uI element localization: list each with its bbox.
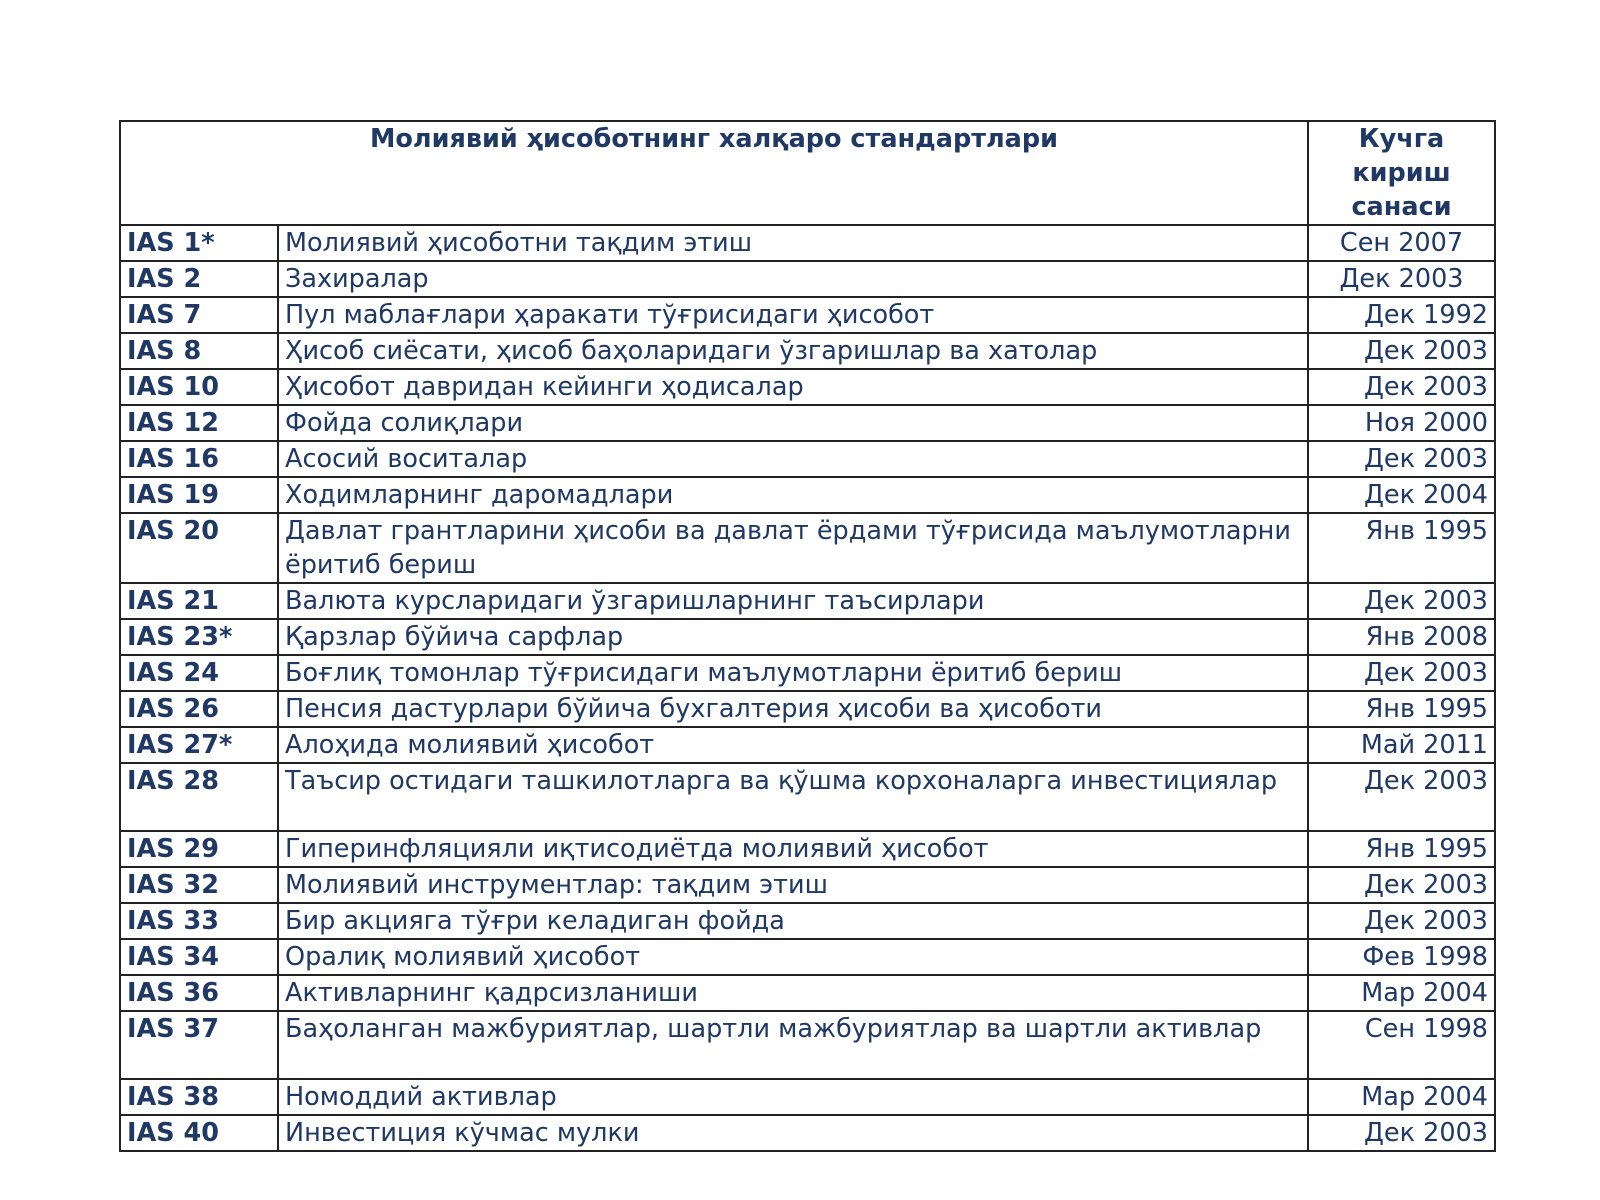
standard-name: Ҳисоб сиёсати, ҳисоб баҳоларидаги ўзгаришлар ва хатолар xyxy=(278,333,1308,369)
standard-code: IAS 33 xyxy=(120,903,278,939)
standard-name: Таъсир остидаги ташкилотларга ва қўшма корхоналарга инвестициялар xyxy=(278,763,1308,831)
table-row xyxy=(120,333,1495,369)
table-row xyxy=(120,225,1495,261)
effective-date: Мар 2004 xyxy=(1308,1079,1495,1115)
table-row xyxy=(120,691,1495,727)
effective-date: Янв 2008 xyxy=(1308,619,1495,655)
standard-name: Боғлиқ томонлар тўғрисидаги маълумотларни ёритиб бериш xyxy=(278,655,1308,691)
standard-code: IAS 1* xyxy=(120,225,278,261)
table-row xyxy=(120,369,1495,405)
standard-code: IAS 24 xyxy=(120,655,278,691)
standard-code: IAS 28 xyxy=(120,763,278,831)
standard-code: IAS 23* xyxy=(120,619,278,655)
effective-date: Дек 2004 xyxy=(1308,477,1495,513)
standard-name: Инвестиция кўчмас мулки xyxy=(278,1115,1308,1151)
standard-name: Ходимларнинг даромадлари xyxy=(278,477,1308,513)
standard-code: IAS 10 xyxy=(120,369,278,405)
table-row xyxy=(120,831,1495,867)
ias-standards-table xyxy=(119,120,1496,1152)
standard-name: Активларнинг қадрсизланиши xyxy=(278,975,1308,1011)
standard-code: IAS 20 xyxy=(120,513,278,583)
effective-date: Дек 2003 xyxy=(1308,441,1495,477)
standard-name: Алоҳида молиявий ҳисобот xyxy=(278,727,1308,763)
effective-date: Май 2011 xyxy=(1308,727,1495,763)
table-row xyxy=(120,261,1495,297)
standard-code: IAS 32 xyxy=(120,867,278,903)
standard-name: Ҳисобот давридан кейинги ҳодисалар xyxy=(278,369,1308,405)
table-row xyxy=(120,727,1495,763)
effective-date: Янв 1995 xyxy=(1308,831,1495,867)
standard-code: IAS 2 xyxy=(120,261,278,297)
effective-date: Мар 2004 xyxy=(1308,975,1495,1011)
standard-name: Бир акцияга тўғри келадиган фойда xyxy=(278,903,1308,939)
table-row xyxy=(120,1115,1495,1151)
effective-date: Фев 1998 xyxy=(1308,939,1495,975)
table-row xyxy=(120,763,1495,831)
table-row xyxy=(120,583,1495,619)
table-row xyxy=(120,477,1495,513)
effective-date: Сен 1998 xyxy=(1308,1011,1495,1079)
table-row xyxy=(120,441,1495,477)
standard-name: Фойда солиқлари xyxy=(278,405,1308,441)
standard-name: Молиявий инструментлар: тақдим этиш xyxy=(278,867,1308,903)
table-row xyxy=(120,513,1495,583)
standard-name: Пул маблағлари ҳаракати тўғрисидаги ҳисобот xyxy=(278,297,1308,333)
table-row xyxy=(120,903,1495,939)
standard-name: Пенсия дастурлари бўйича бухгалтерия ҳисоби ва ҳисоботи xyxy=(278,691,1308,727)
effective-date-header: Кучга кириш санаси xyxy=(1308,121,1495,225)
effective-date: Янв 1995 xyxy=(1308,691,1495,727)
standard-name: Захиралар xyxy=(278,261,1308,297)
effective-date: Дек 2003 xyxy=(1308,333,1495,369)
table-body xyxy=(120,225,1495,1151)
standard-code: IAS 29 xyxy=(120,831,278,867)
effective-date: Дек 1992 xyxy=(1308,297,1495,333)
table-row xyxy=(120,405,1495,441)
standard-name: Оралиқ молиявий ҳисобот xyxy=(278,939,1308,975)
standard-code: IAS 27* xyxy=(120,727,278,763)
table-row xyxy=(120,297,1495,333)
standard-name: Молиявий ҳисоботни тақдим этиш xyxy=(278,225,1308,261)
effective-date: Сен 2007 xyxy=(1308,225,1495,261)
table-row xyxy=(120,1079,1495,1115)
table-row xyxy=(120,1011,1495,1079)
effective-date: Дек 2003 xyxy=(1308,867,1495,903)
standard-name: Давлат грантларини ҳисоби ва давлат ёрдами тўғрисида маълумотларни ёритиб бериш xyxy=(278,513,1308,583)
table-row xyxy=(120,655,1495,691)
standard-code: IAS 34 xyxy=(120,939,278,975)
standard-name: Валюта курсларидаги ўзгаришларнинг таъсирлари xyxy=(278,583,1308,619)
effective-date: Дек 2003 xyxy=(1308,369,1495,405)
standard-name: Асосий воситалар xyxy=(278,441,1308,477)
standard-code: IAS 16 xyxy=(120,441,278,477)
standard-code: IAS 36 xyxy=(120,975,278,1011)
standard-code: IAS 8 xyxy=(120,333,278,369)
effective-date: Дек 2003 xyxy=(1308,261,1495,297)
standard-code: IAS 7 xyxy=(120,297,278,333)
standard-code: IAS 19 xyxy=(120,477,278,513)
table-row xyxy=(120,975,1495,1011)
standard-code: IAS 40 xyxy=(120,1115,278,1151)
standard-code: IAS 21 xyxy=(120,583,278,619)
table-title: Молиявий ҳисоботнинг халқаро стандартлари xyxy=(120,121,1308,225)
standard-name: Баҳоланган мажбуриятлар, шартли мажбуриятлар ва шартли активлар xyxy=(278,1011,1308,1079)
table-row xyxy=(120,619,1495,655)
standard-code: IAS 37 xyxy=(120,1011,278,1079)
effective-date: Дек 2003 xyxy=(1308,1115,1495,1151)
table-row xyxy=(120,939,1495,975)
table-header-row xyxy=(120,121,1495,225)
effective-date: Дек 2003 xyxy=(1308,903,1495,939)
effective-date: Ноя 2000 xyxy=(1308,405,1495,441)
standard-code: IAS 26 xyxy=(120,691,278,727)
standard-code: IAS 12 xyxy=(120,405,278,441)
standard-name: Номоддий активлар xyxy=(278,1079,1308,1115)
standard-name: Гиперинфляцияли иқтисодиётда молиявий ҳисобот xyxy=(278,831,1308,867)
standard-code: IAS 38 xyxy=(120,1079,278,1115)
effective-date: Янв 1995 xyxy=(1308,513,1495,583)
effective-date: Дек 2003 xyxy=(1308,763,1495,831)
effective-date: Дек 2003 xyxy=(1308,583,1495,619)
standard-name: Қарзлар бўйича сарфлар xyxy=(278,619,1308,655)
table-row xyxy=(120,867,1495,903)
effective-date: Дек 2003 xyxy=(1308,655,1495,691)
